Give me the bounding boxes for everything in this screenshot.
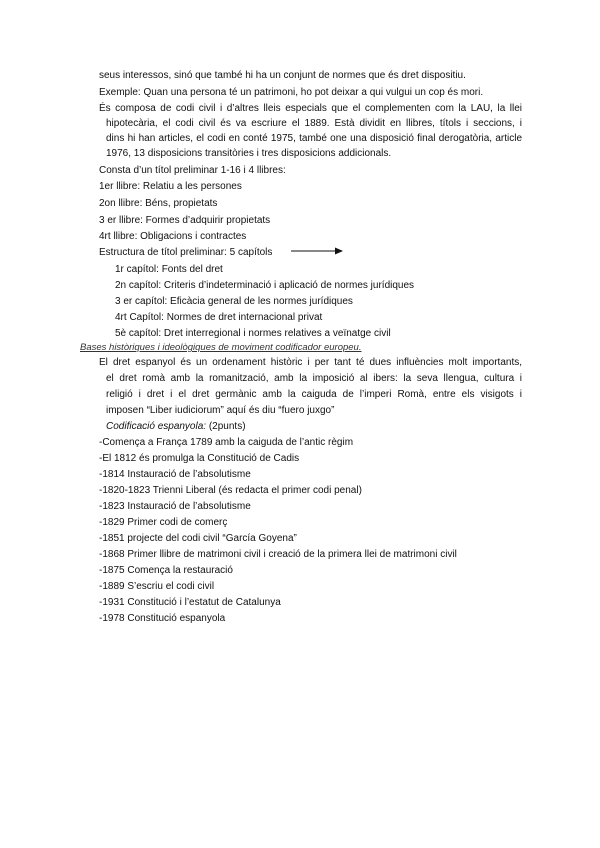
chapter-item: 5è capítol: Dret interregional i normes relatives a veïnatge civil <box>115 328 391 339</box>
composition-line: 1976, 13 disposicions transitòries i tres disposicions addicionals. <box>106 148 392 159</box>
timeline-item: -1823 Instauració de l’absolutisme <box>99 501 251 512</box>
chapter-item: 3 er capítol: Eficàcia general de les normes jurídiques <box>115 296 353 307</box>
intro-line: seus interessos, sinó que també hi ha un conjunt de normes que és dret dispositiu. <box>99 70 466 81</box>
example-line: Exemple: Quan una persona té un patrimoni, ho pot deixar a qui vulgui un cop és mori. <box>99 87 484 98</box>
right-arrow-icon <box>291 246 343 256</box>
timeline-item: -1931 Constitució i l’estatut de Catalunya <box>99 597 281 608</box>
timeline-item: -1829 Primer codi de comerç <box>99 517 228 528</box>
structure-intro: Consta d’un títol preliminar 1-16 i 4 llibres: <box>99 165 286 176</box>
codification-points: (2punts) <box>208 421 246 432</box>
bases-heading: Bases històriques i ideològiques de moviment codificador europeu. <box>80 342 362 353</box>
bases-line: imposen “Liber iudiciorum” aquí és diu “fuero juxgo” <box>106 405 335 416</box>
bases-line: El dret espanyol és un ordenament històric i per tant té dues influències molt importants, <box>99 357 522 368</box>
bases-line: el dret romà amb la romanització, amb la imposició al ibers: la seva llengua, cultura i <box>106 373 522 384</box>
timeline-item: -1889 S’escriu el codi civil <box>99 581 215 592</box>
codification-label: Codificació espanyola: <box>106 421 207 432</box>
chapter-item: 4rt Capítol: Normes de dret internacional privat <box>115 312 323 323</box>
book-item: 1er llibre: Relatiu a les persones <box>99 181 242 192</box>
composition-line: hipotecària, el codi civil és va escriure el 1889. Està dividit en llibres, títols i seccions, i <box>106 118 522 129</box>
chapter-item: 1r capítol: Fonts del dret <box>115 264 223 275</box>
chapters-heading: Estructura de títol preliminar: 5 capítols <box>99 247 273 258</box>
timeline-item: -1820-1823 Trienni Liberal (és redacta el primer codi penal) <box>99 485 362 496</box>
timeline-item: -1851 projecte del codi civil “García Goyena” <box>99 533 297 544</box>
timeline-item: -Comença a França 1789 amb la caiguda de l’antic règim <box>99 437 354 448</box>
timeline-item: -1875 Comença la restauració <box>99 565 233 576</box>
composition-line: És composa de codi civil i d’altres lleis especials que el complementen com la LAU, la llei <box>99 103 522 114</box>
book-item: 2on llibre: Béns, propietats <box>99 198 218 209</box>
timeline-item: -1814 Instauració de l’absolutisme <box>99 469 251 480</box>
composition-line: dins hi han articles, el codi en conté 1975, també one una disposició final derogatòria, article <box>106 133 522 144</box>
bases-line: religió i dret i el dret germànic amb la caiguda de l’imperi Romà, entre els visigots i <box>106 389 522 400</box>
timeline-item: -1978 Constitució espanyola <box>99 613 226 624</box>
chapter-item: 2n capítol: Criteris d’indeterminació i aplicació de normes jurídiques <box>115 280 415 291</box>
codification-heading <box>106 420 246 434</box>
timeline-item: -El 1812 és promulga la Constitució de Cadis <box>99 453 300 464</box>
timeline-item: -1868 Primer llibre de matrimoni civil i creació de la primera llei de matrimoni civil <box>99 549 457 560</box>
book-item: 3 er llibre: Formes d’adquirir propietats <box>99 215 271 226</box>
book-item: 4rt llibre: Obligacions i contractes <box>99 231 247 242</box>
